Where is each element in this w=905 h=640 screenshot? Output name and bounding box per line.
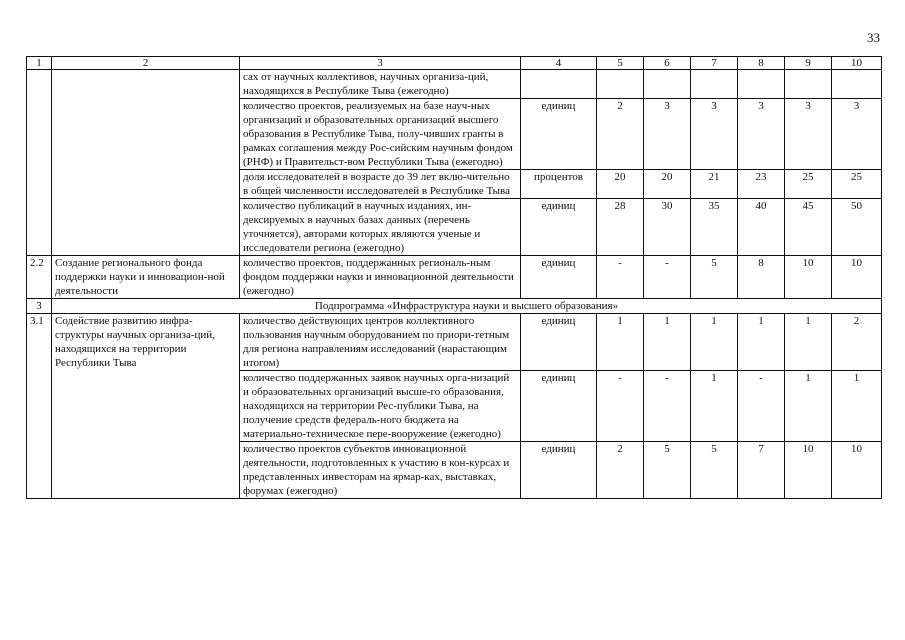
value-cell: 20 <box>644 170 691 199</box>
value-cell: 28 <box>597 199 644 256</box>
unit-cell: процентов <box>521 170 597 199</box>
value-cell: 5 <box>644 442 691 499</box>
table-row <box>27 314 882 371</box>
header-cell: 8 <box>738 57 785 70</box>
value-cell: 2 <box>832 314 882 371</box>
group-name-cell: Содействие развитию инфра-структуры научных организа-ций, находящихся на территории Республики Тыва <box>52 314 240 499</box>
value-cell: - <box>597 371 644 442</box>
unit-cell: единиц <box>521 99 597 170</box>
indicator-cell: количество действующих центров коллективного пользования научным оборудованием по приори-тетным для региона направлениям исследований (нарастающим итогом) <box>240 314 521 371</box>
value-cell: 3 <box>738 99 785 170</box>
value-cell: 3 <box>785 99 832 170</box>
value-cell: 5 <box>691 442 738 499</box>
header-cell: 4 <box>521 57 597 70</box>
indicator-cell: количество публикаций в научных изданиях, ин-дексируемых в научных базах данных (перечень уточняется), авторами которых являются ученые и исследователи региона (ежегодно) <box>240 199 521 256</box>
header-cell: 10 <box>832 57 882 70</box>
header-cell: 1 <box>27 57 52 70</box>
value-cell: 30 <box>644 199 691 256</box>
header-cell: 6 <box>644 57 691 70</box>
value-cell: 45 <box>785 199 832 256</box>
group-number-cell <box>27 70 52 256</box>
unit-cell: единиц <box>521 371 597 442</box>
value-cell: 8 <box>738 256 785 299</box>
header-cell: 9 <box>785 57 832 70</box>
value-cell: 10 <box>785 256 832 299</box>
value-cell: 1 <box>832 371 882 442</box>
value-cell: - <box>597 256 644 299</box>
indicator-cell: количество проектов, реализуемых на базе науч-ных организаций и образовательных организаций высшего образования в Республике Тыва, полу-чивших гранты в рамках соглашения между Рос-сийским научным фондом (РНФ) и Правительст-вом Республики Тыва (ежегодно) <box>240 99 521 170</box>
indicators-table <box>26 56 882 499</box>
header-row <box>27 57 882 70</box>
section-row <box>27 299 882 314</box>
value-cell: 1 <box>597 314 644 371</box>
section-number-cell: 3 <box>27 299 52 314</box>
value-cell: 1 <box>644 314 691 371</box>
value-cell: 7 <box>738 442 785 499</box>
value-cell <box>738 70 785 99</box>
value-cell: 21 <box>691 170 738 199</box>
value-cell: 1 <box>785 314 832 371</box>
group-name-cell <box>52 70 240 256</box>
value-cell: 10 <box>832 442 882 499</box>
indicator-cell: количество проектов субъектов инновационной деятельности, подготовленных к участию в кон-курсах и представленных инвесторам на ярмар-ках, выставках, форумах (ежегодно) <box>240 442 521 499</box>
value-cell: 2 <box>597 99 644 170</box>
value-cell: 1 <box>738 314 785 371</box>
value-cell: - <box>738 371 785 442</box>
value-cell: 40 <box>738 199 785 256</box>
value-cell: 50 <box>832 199 882 256</box>
header-cell: 5 <box>597 57 644 70</box>
group-number-cell: 3.1 <box>27 314 52 499</box>
value-cell: - <box>644 256 691 299</box>
page-number: 33 <box>867 30 880 45</box>
value-cell: 10 <box>832 256 882 299</box>
value-cell <box>597 70 644 99</box>
value-cell: 3 <box>691 99 738 170</box>
header-cell: 2 <box>52 57 240 70</box>
value-cell <box>785 70 832 99</box>
table-row <box>27 70 882 99</box>
unit-cell: единиц <box>521 314 597 371</box>
unit-cell <box>521 70 597 99</box>
value-cell <box>644 70 691 99</box>
indicator-cell: количество поддержанных заявок научных орга-низаций и образовательных организаций высше-го образования, находящихся на территории Рес-публики Тыва, на получение средств федераль-ного бюджета на материально-техническое пере-вооружение (ежегодно) <box>240 371 521 442</box>
value-cell: 25 <box>785 170 832 199</box>
value-cell <box>691 70 738 99</box>
value-cell: 10 <box>785 442 832 499</box>
value-cell: 35 <box>691 199 738 256</box>
unit-cell: единиц <box>521 199 597 256</box>
group-name-cell: Создание регионального фонда поддержки науки и инновацион-ной деятельности <box>52 256 240 299</box>
unit-cell: единиц <box>521 442 597 499</box>
value-cell: 3 <box>832 99 882 170</box>
unit-cell: единиц <box>521 256 597 299</box>
value-cell: 1 <box>785 371 832 442</box>
indicator-cell: доля исследователей в возрасте до 39 лет вклю-чительно в общей численности исследователей в Республике Тыва <box>240 170 521 199</box>
indicator-cell: сах от научных коллективов, научных организа-ций, находящихся в Республике Тыва (ежегодно) <box>240 70 521 99</box>
section-title: Подпрограмма «Инфраструктура науки и высшего образования» <box>52 299 882 314</box>
value-cell: - <box>644 371 691 442</box>
value-cell: 1 <box>691 371 738 442</box>
header-cell: 3 <box>240 57 521 70</box>
value-cell: 3 <box>644 99 691 170</box>
indicator-cell: количество проектов, поддержанных региональ-ным фондом поддержки науки и инновационной деятельности (ежегодно) <box>240 256 521 299</box>
value-cell: 23 <box>738 170 785 199</box>
value-cell: 1 <box>691 314 738 371</box>
value-cell <box>832 70 882 99</box>
value-cell: 5 <box>691 256 738 299</box>
value-cell: 25 <box>832 170 882 199</box>
table-row <box>27 256 882 299</box>
header-cell: 7 <box>691 57 738 70</box>
group-number-cell: 2.2 <box>27 256 52 299</box>
value-cell: 2 <box>597 442 644 499</box>
value-cell: 20 <box>597 170 644 199</box>
